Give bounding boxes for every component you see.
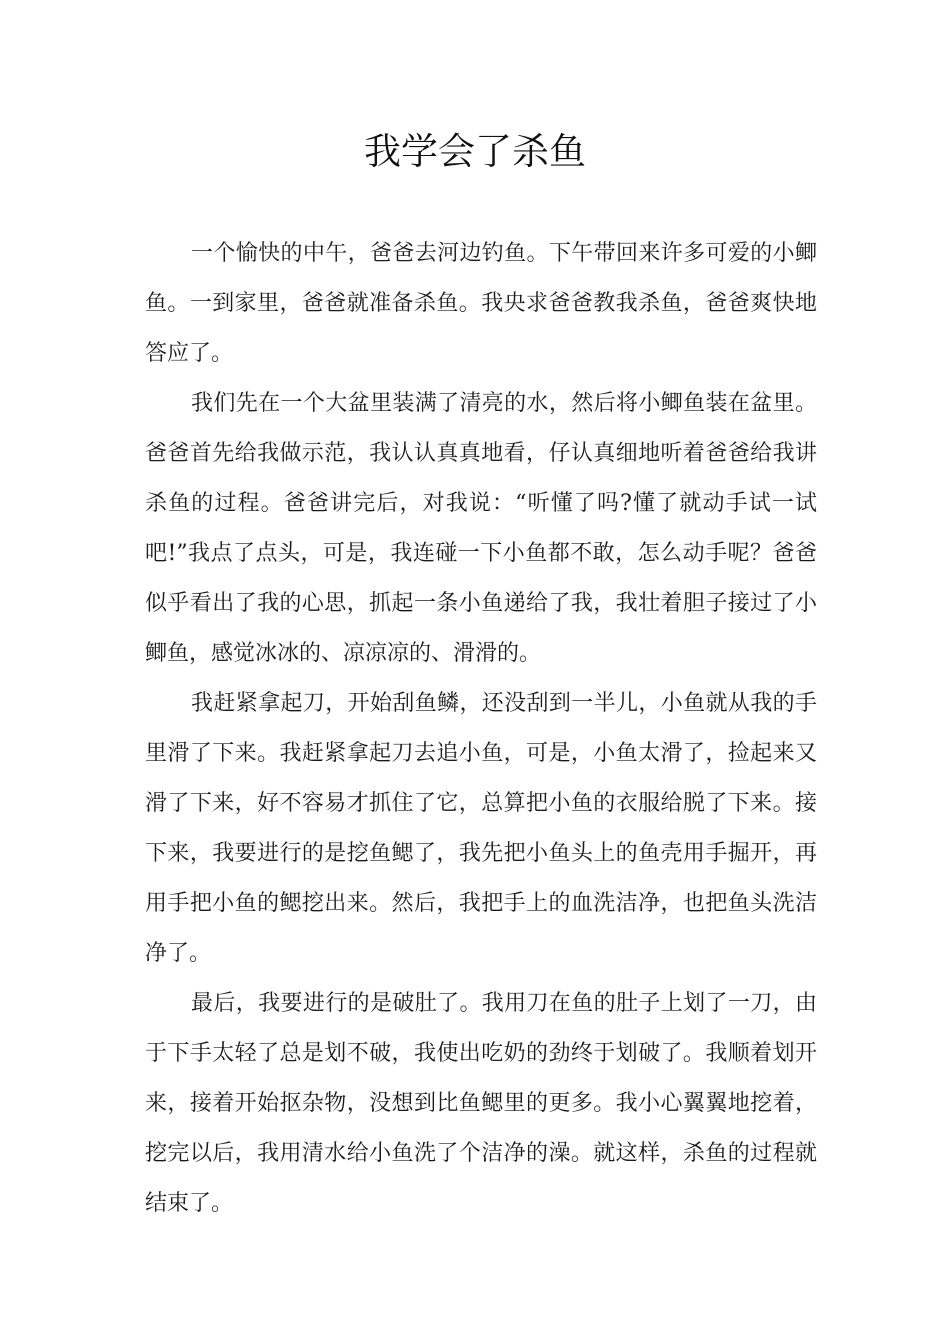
paragraph-2: 我们先在一个大盆里装满了清亮的水，然后将小鲫鱼装在盆里。爸爸首先给我做示范，我认认真真地看，仔认真细地听着爸爸给我讲杀鱼的过程。爸爸讲完后，对我说：“听懂了吗?懂了就动手试一试吧!”我点了点头，可是，我连碰一下小鱼都不敢，怎么动手呢？爸爸似乎看出了我的心思，抓起一条小鱼递给了我，我壮着胆子接过了小鲫鱼，感觉冰冰的、凉凉凉的、滑滑的。 xyxy=(145,391,817,666)
document-title: 我学会了杀鱼 xyxy=(364,130,586,173)
paragraph-4: 最后，我要进行的是破肚了。我用刀在鱼的肚子上划了一刀，由于下手太轻了总是划不破，我使出吃奶的劲终于划破了。我顺着划开来，接着开始抠杂物，没想到比鱼鳃里的更多。我小心翼翼地挖着，挖完以后，我用清水给小鱼洗了个洁净的澡。就这样，杀鱼的过程就结束了。 xyxy=(145,991,817,1216)
document-body xyxy=(145,229,817,1229)
paragraph-1: 一个愉快的中午，爸爸去河边钓鱼。下午带回来许多可爱的小鲫鱼。一到家里，爸爸就准备杀鱼。我央求爸爸教我杀鱼，爸爸爽快地答应了。 xyxy=(145,241,817,366)
paragraph-3: 我赶紧拿起刀，开始刮鱼鳞，还没刮到一半儿，小鱼就从我的手里滑了下来。我赶紧拿起刀去追小鱼，可是，小鱼太滑了，捡起来又滑了下来，好不容易才抓住了它，总算把小鱼的衣服给脱了下来。接下来，我要进行的是挖鱼鳃了，我先把小鱼头上的鱼壳用手掘开，再用手把小鱼的鳃挖出来。然后，我把手上的血洗洁净，也把鱼头洗洁净了。 xyxy=(145,691,817,966)
